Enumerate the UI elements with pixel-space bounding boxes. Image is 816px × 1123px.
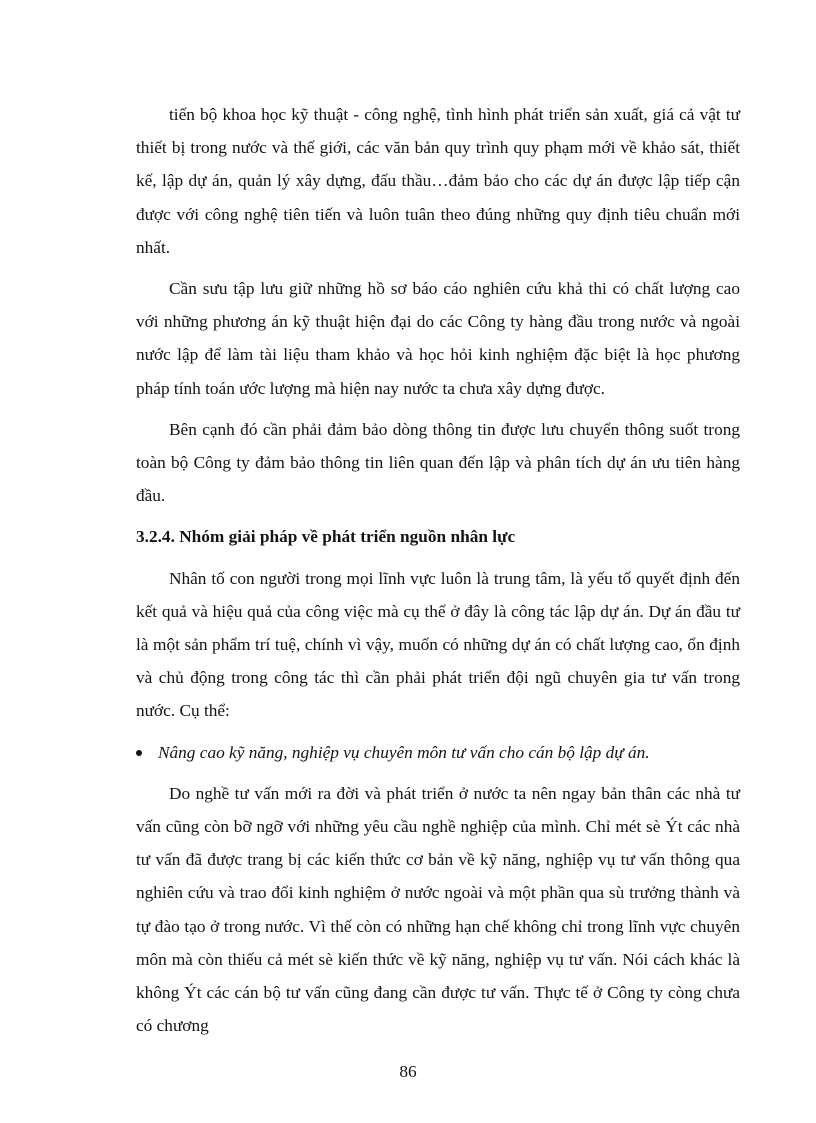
bullet-list-item: [136, 736, 740, 769]
paragraph-archive-reports: Cần sưu tập lưu giữ những hồ sơ báo cáo nghiên cứu khả thi có chất lượng cao với những phương án kỹ thuật hiện đại do các Công ty hàng đầu trong nước và ngoài nước lập để làm tài liệu tham khảo và học hỏi kinh nghiệm đặc biệt là học phương pháp tính toán ước lượng mà hiện nay nước ta chưa xây dựng được.: [136, 279, 740, 398]
paragraph-consulting-profession: Do nghề tư vấn mới ra đời và phát triển ở nước ta nên ngay bản thân các nhà tư vấn cũng còn bỡ ngỡ với những yêu cầu nghề nghiệp của mình. Chỉ mét sè Ýt các nhà tư vấn đã được trang bị các kiến thức cơ bản về kỹ năng, nghiệp vụ tư vấn thông qua nghiên cứu và trao đổi kinh nghiệm ở nước ngoài và một phần qua sù trưởng thành và tự đào tạo ở trong nước. Vì thế còn có những hạn chế không chỉ trong lĩnh vực chuyên môn mà còn thiếu cả mét sè kiến thức về kỹ năng, nghiệp vụ tư vấn. Nói cách khác là không Ýt các cán bộ tư vấn cũng đang cần được tư vấn. Thực tế ở Công ty còng chưa có chương: [136, 783, 740, 1036]
paragraph-continuation: tiến bộ khoa học kỹ thuật - công nghệ, tình hình phát triển sản xuất, giá cả vật tư thiết bị trong nước và thế giới, các văn bản quy trình quy phạm mới về khảo sát, thiết kế, lập dự án, quản lý xây dựng, đấu thầu…đảm bảo cho các dự án được lập tiếp cận được với công nghệ tiên tiến và luôn tuân theo đúng những quy định tiêu chuẩn mới nhất.: [136, 105, 740, 257]
page-body: [136, 98, 740, 1050]
page-number: 86: [399, 1062, 417, 1081]
paragraph-human-factor: Nhân tố con người trong mọi lĩnh vực luôn là trung tâm, là yếu tố quyết định đến kết quả và hiệu quả của công việc mà cụ thể ở đây là công tác lập dự án. Dự án đầu tư là một sản phẩm trí tuệ, chính vì vậy, muốn có những dự án có chất lượng cao, ổn định và chủ động trong công tác thì cần phải phát triển đội ngũ chuyên gia tư vấn trong nước. Cụ thể:: [136, 568, 740, 721]
bullet-icon: [136, 750, 142, 756]
section-heading: 3.2.4. Nhóm giải pháp về phát triển nguồn nhân lực: [136, 527, 516, 547]
paragraph-information-flow: Bên cạnh đó cần phải đảm bảo dòng thông tin được lưu chuyển thông suốt trong toàn bộ Công ty đảm bảo thông tin liên quan đến lập và phân tích dự án ưu tiên hàng đầu.: [136, 419, 740, 506]
bullet-text: Nâng cao kỹ năng, nghiệp vụ chuyên môn tư vấn cho cán bộ lập dự án.: [158, 742, 650, 762]
